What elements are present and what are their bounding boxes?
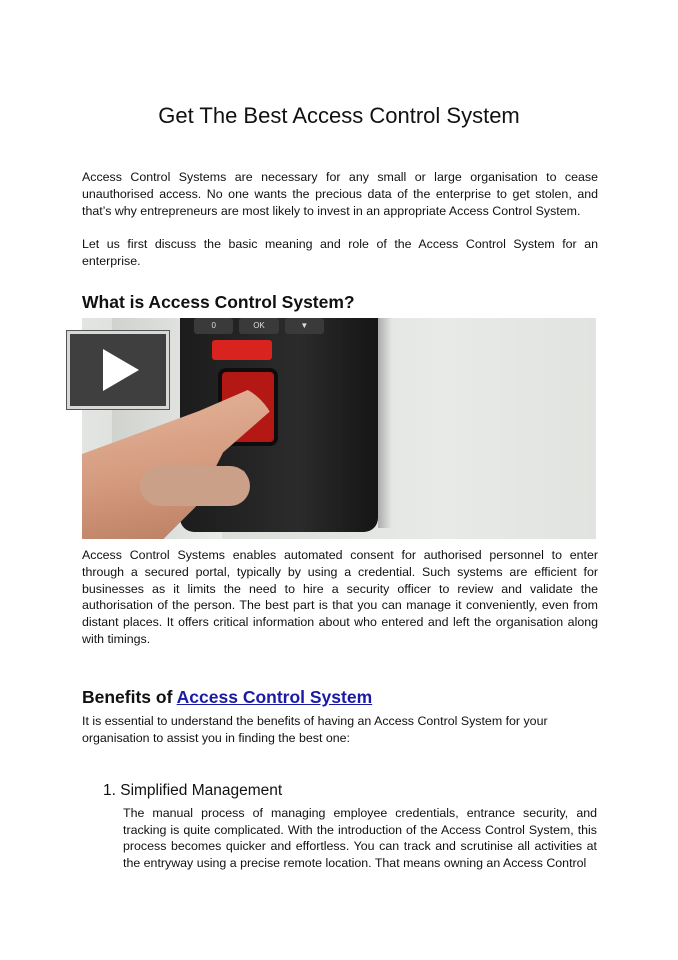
hand-thumb <box>140 466 250 506</box>
what-is-body: Access Control Systems enables automated consent for authorised personnel to enter through a secured portal, typically by using a credential. Such systems are efficient for businesses as it limits the need to hire a security officer to review and validate the authorisation of the person. The best part is that you can manage it conveniently, even from distant places. It offers critical information about who entered and left the organisation along with timings. <box>82 548 598 646</box>
what-is-heading: What is Access Control System? <box>82 292 355 312</box>
list-item-title: 1. Simplified Management <box>103 782 283 799</box>
access-control-system-link[interactable]: Access Control System <box>176 687 373 707</box>
list-item-body: The manual process of managing employee credentials, entrance security, and tracking is quite complicated. With the introduction of the Access Control System, this process becomes quicker and effortless. You can track and scrutinise all activities at the entryway using a precise remote location. That means owning an Access Control <box>123 806 597 870</box>
intro-paragraph-1: Access Control Systems are necessary for any small or large organisation to cease unauthorised access. No one wants the precious data of the enterprise to get stolen, and that’s why entrepreneurs are most likely to invest in an appropriate Access Control System. <box>82 170 598 218</box>
device-shadow <box>378 318 392 528</box>
play-button[interactable] <box>67 331 169 409</box>
keypad-key: 0 <box>194 318 233 334</box>
keypad-row <box>194 318 324 338</box>
intro-paragraph-2: Let us first discuss the basic meaning and role of the Access Control System for an enterprise. <box>82 237 598 268</box>
benefits-heading-prefix: Benefits of <box>82 687 173 707</box>
alarm-button <box>212 340 272 360</box>
play-icon <box>103 349 139 391</box>
keypad-key: ▼ <box>285 318 324 334</box>
benefits-intro: It is essential to understand the benefits of having an Access Control System for your organisation to assist you in finding the best one: <box>82 714 548 745</box>
keypad-key: OK <box>239 318 278 334</box>
page-title: Get The Best Access Control System <box>158 103 520 128</box>
benefits-heading <box>82 687 372 708</box>
